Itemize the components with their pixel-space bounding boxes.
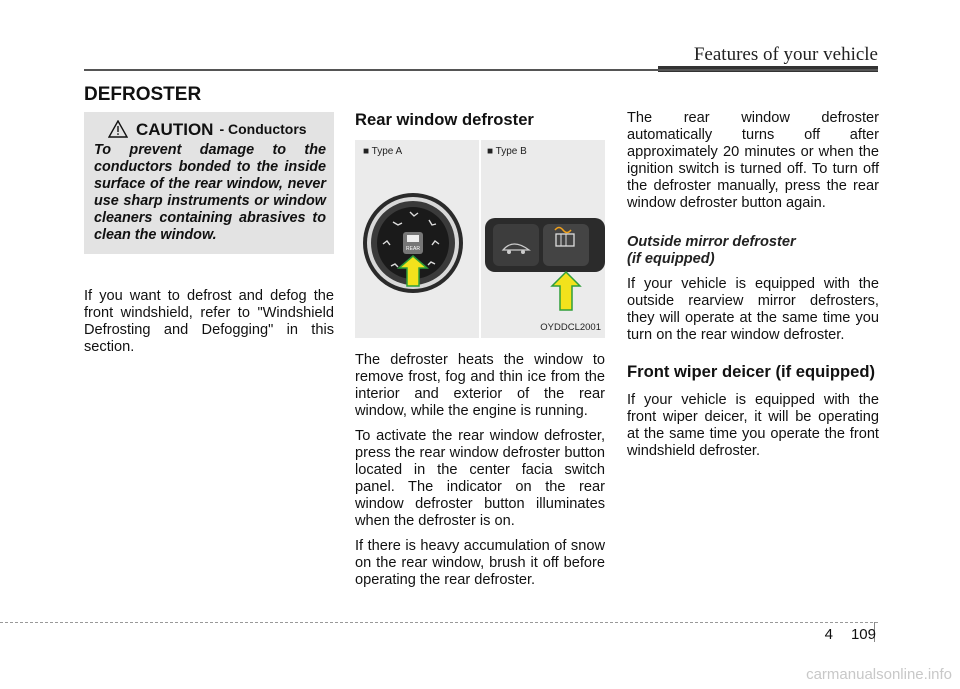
figure-type-a — [355, 140, 479, 338]
chapter-number: 4 — [824, 626, 833, 643]
caution-header — [108, 120, 326, 138]
figure-code: OYDDCL2001 — [540, 322, 601, 333]
rear-p3: If there is heavy accumulation of snow on the rear window, brush it off before operating the rear defroster. — [355, 538, 605, 588]
rear-p4: The rear window defroster automatically turns off after approximately 20 minutes or when the ignition switch is turned off. To turn off the defroster manually, press the rear window defroster button again. — [627, 110, 879, 211]
knob-rear-label: REAR — [406, 246, 420, 252]
figure-type-b — [481, 140, 605, 338]
type-a-label: ■ Type A — [363, 146, 403, 157]
caution-subtitle: - Conductors — [219, 120, 307, 137]
type-b-label: ■ Type B — [487, 146, 527, 157]
warning-triangle-icon — [108, 120, 128, 138]
rear-p2: To activate the rear window defroster, press the rear window defroster button located in the center facia switch panel. The indicator on the rear window defroster button illuminates when the defroster is on. — [355, 428, 605, 529]
section-title: DEFROSTER — [84, 84, 202, 105]
wiper-deicer-heading: Front wiper deicer (if equipped) — [627, 362, 875, 381]
footer-rule — [0, 622, 878, 623]
caution-word: CAUTION — [136, 119, 214, 139]
caution-text: To prevent damage to the conductors bonded to the inside surface of the rear window, never use sharp instruments or window cleaners containing abrasives to clean the window. — [94, 142, 326, 243]
rear-defroster-heading: Rear window defroster — [355, 110, 534, 129]
wiper-p1: If your vehicle is equipped with the front wiper deicer, it will be operating at the same time you operate the front windshield defroster. — [627, 392, 879, 459]
watermark: carmanualsonline.info — [806, 666, 952, 683]
mirror-heading-line2: (if equipped) — [627, 251, 715, 267]
column-3 — [627, 110, 879, 468]
mirror-heading-line1: Outside mirror defroster — [627, 234, 796, 250]
defroster-figure — [355, 140, 605, 338]
caution-box — [84, 112, 334, 254]
page-number-value: 109 — [850, 626, 876, 643]
rear-p1: The defroster heats the window to remove frost, fog and thin ice from the interior and exterior of the rear window, while the engine is running. — [355, 352, 605, 419]
column-1 — [84, 112, 334, 364]
running-header: Features of your vehicle — [693, 44, 878, 65]
column-2 — [355, 110, 605, 597]
header-rule — [84, 69, 878, 71]
mirror-defroster-heading — [627, 234, 879, 268]
switch-panel-illustration — [481, 140, 605, 338]
mirror-p1: If your vehicle is equipped with the outside rearview mirror defrosters, they will operate at the same time you turn on the rear window defroster. — [627, 276, 879, 343]
page-number — [825, 626, 876, 643]
climate-knob-illustration — [355, 140, 479, 338]
col1-paragraph: If you want to defrost and defog the front windshield, refer to "Windshield Defrosting and Defogging" in this section. — [84, 288, 334, 355]
